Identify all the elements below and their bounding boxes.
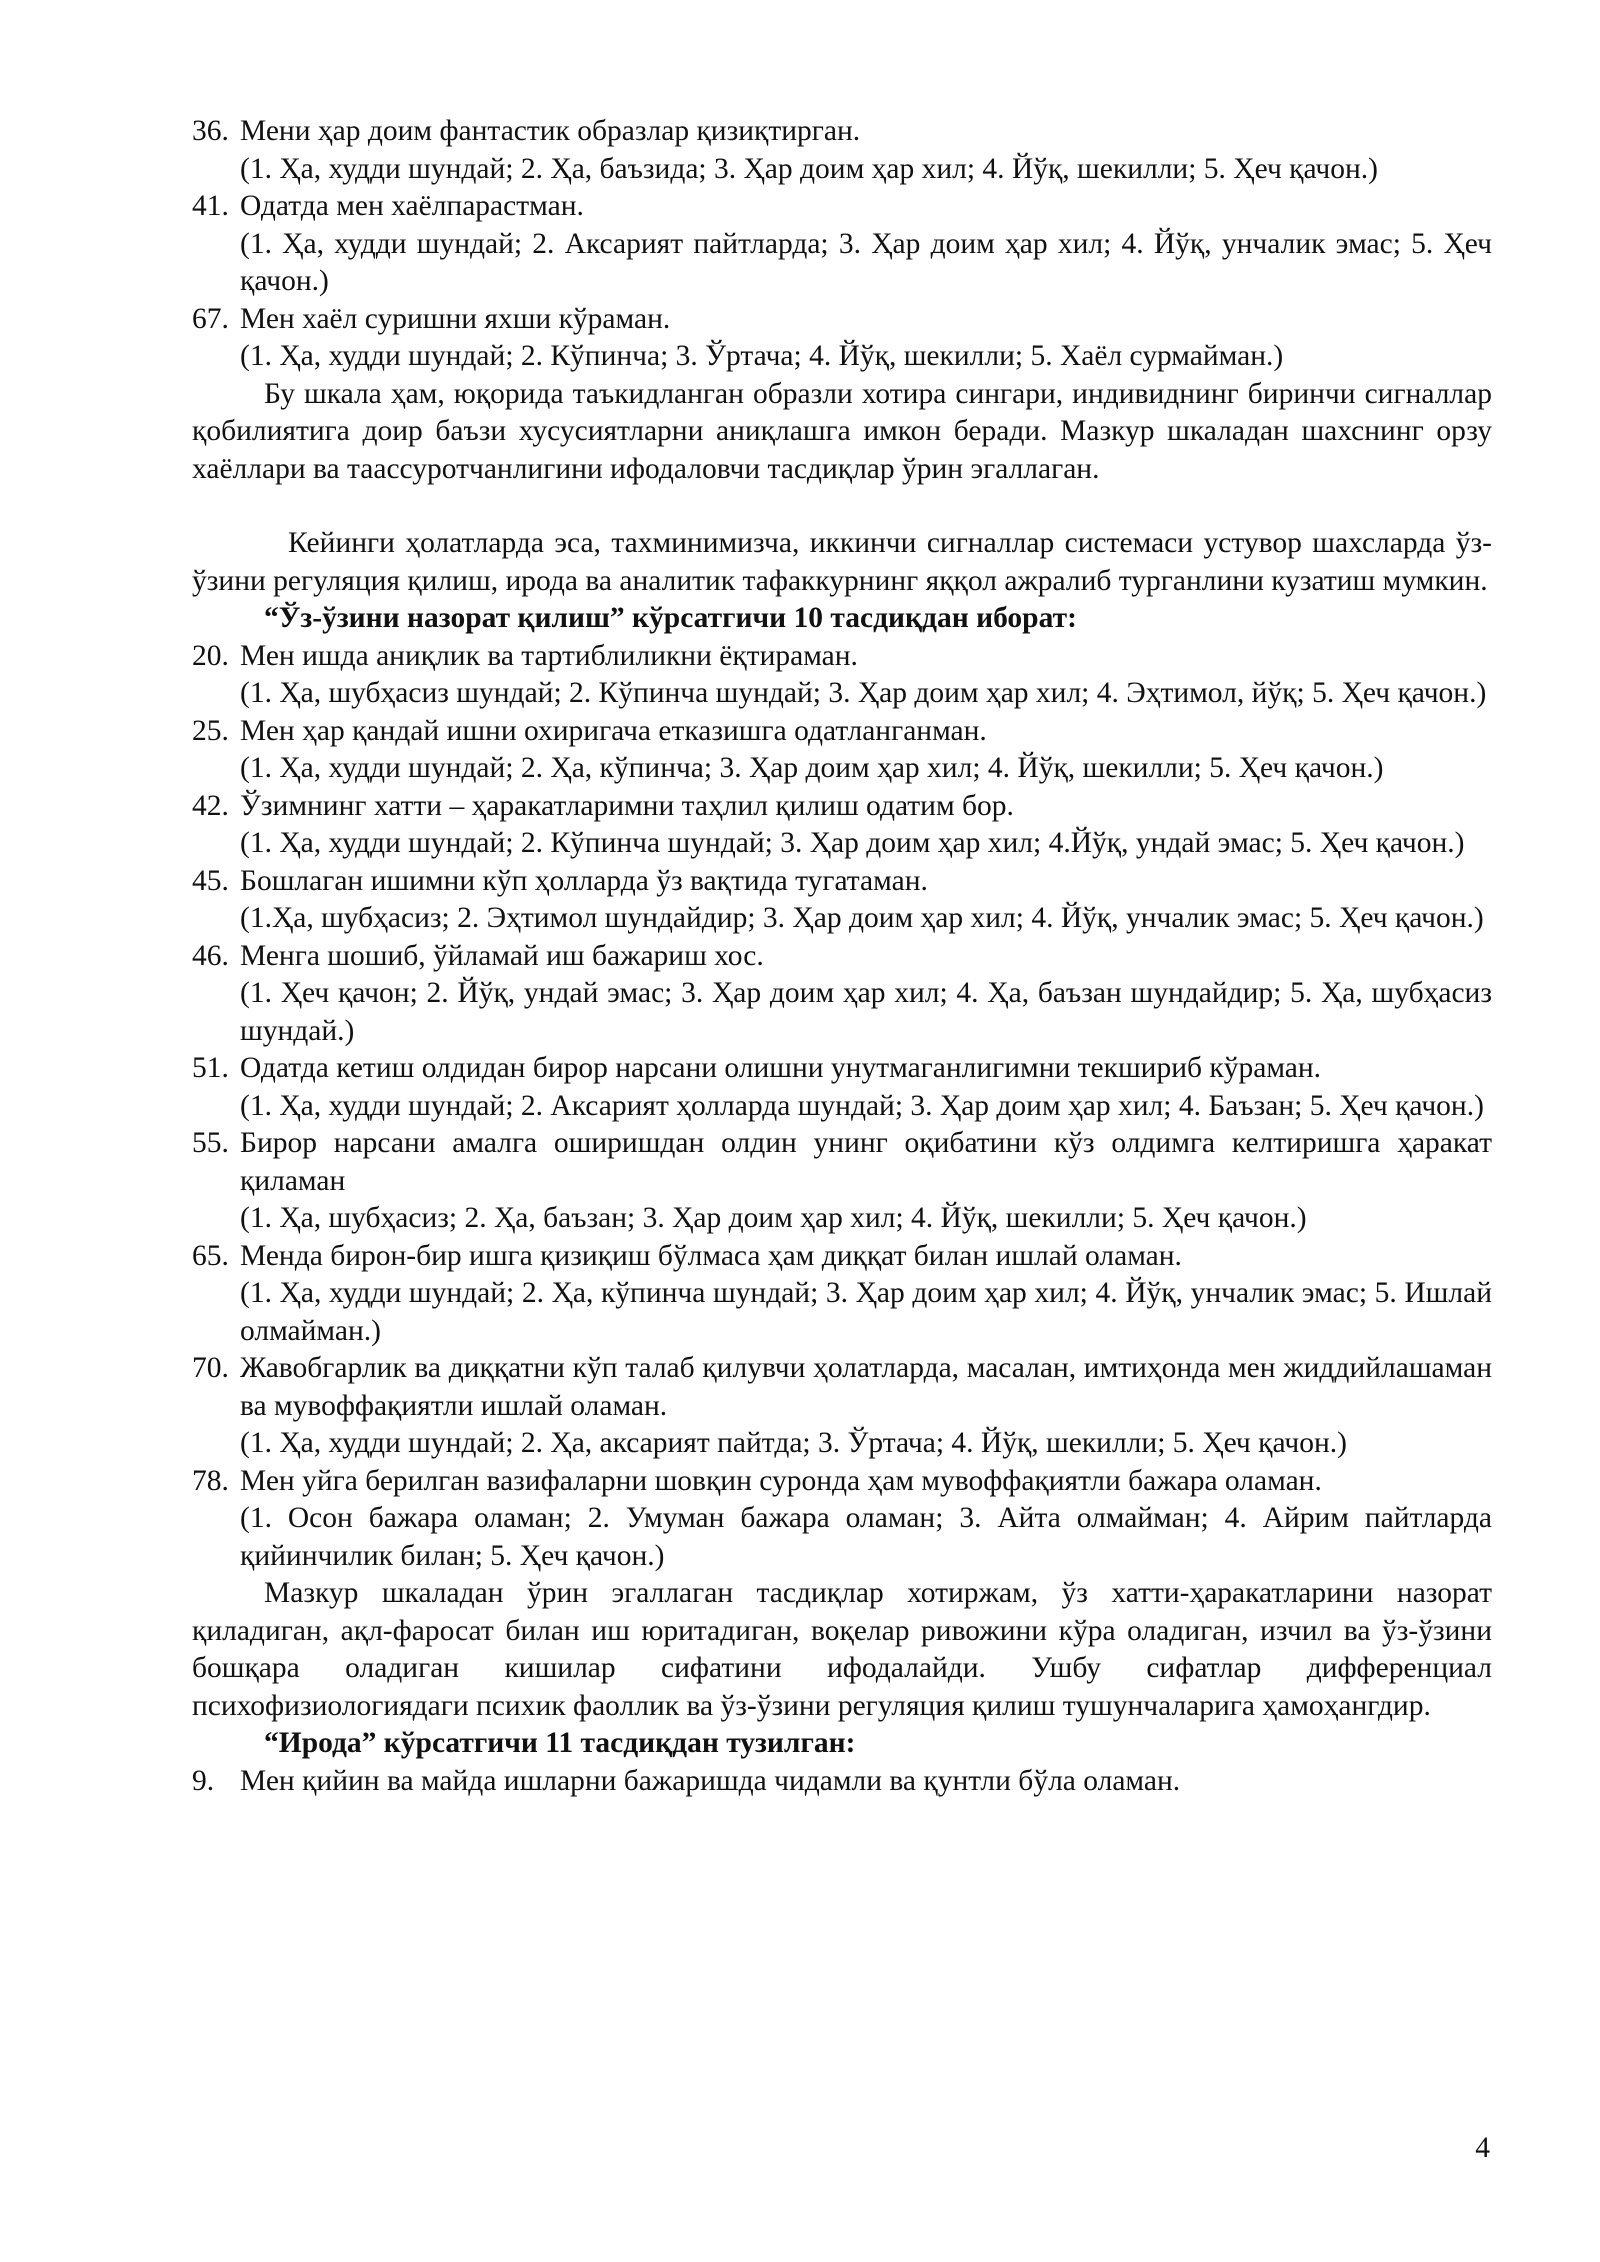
list-item	[192, 713, 1492, 751]
item-text: Мени ҳар доим фантастик образлар қизиқтирган.	[240, 115, 861, 147]
item-text: Мен уйга берилган вазифаларни шовқин суронда ҳам мувоффақиятли бажара оламан.	[240, 1464, 1322, 1497]
item-text: Менга шошиб, ўйламай иш бажариш хос.	[240, 939, 764, 972]
item-options: (1. Осон бажара оламан; 2. Умуман бажара оламан; 3. Айта олмайман; 4. Айрим пайтларда қийинчилик билан; 5. Ҳеч қачон.)	[240, 1502, 1492, 1572]
item-options: (1. Ҳа, худди шундай; 2. Ҳа, аксарият пайтда; 3. Ўртача; 4. Йўқ, шекилли; 5. Ҳеч қачон.)	[240, 1427, 1347, 1459]
list-item	[192, 788, 1492, 826]
section-heading: “Ўз-ўзини назорат қилиш” кўрсатгичи 10 тасдиқдан иборат:	[264, 602, 1077, 634]
item-number: 67.	[192, 302, 229, 335]
body-paragraph: Бу шкала ҳам, юқорида таъкидланган образли хотира сингари, индивиднинг биринчи сигналлар қобилиятига доир баъзи хусусиятларни аниқлашга имкон беради. Мазкур шкаладан шахснинг орзу хаёллари ва таассуротчанлигини ифодаловчи тасдиқлар ўрин эгаллаган.	[192, 377, 1492, 485]
list-item	[192, 638, 1492, 676]
item-text: Жавобгарлик ва диққатни кўп талаб қилувчи ҳолатларда, масалан, имтиҳонда мен жиддийлашаман ва мувоффақиятли ишлай оламан.	[240, 1352, 1492, 1422]
item-number: 25.	[192, 714, 229, 747]
item-number: 46.	[192, 939, 229, 972]
item-text: Ўзимнинг хатти – ҳаракатларимни таҳлил қилиш одатим бор.	[240, 789, 1014, 822]
item-text: Бошлаган ишимни кўп ҳолларда ўз вақтида тугатаман.	[240, 864, 928, 897]
body-paragraph: Кейинги ҳолатларда эса, тахминимизча, иккинчи сигналлар системаси устувор шахсларда ўз-ўзини регуляция қилиш, ирода ва аналитик тафаккурнинг яққол ажралиб турганлини кузатиш мумкин.	[192, 527, 1492, 597]
item-number: 65.	[192, 1239, 229, 1272]
item-text: Мен ҳар қандай ишни охиригача етказишга одатланганман.	[240, 714, 987, 747]
list-item	[192, 938, 1492, 976]
item-number: 42.	[192, 789, 229, 822]
list-item	[192, 1238, 1492, 1276]
item-options: (1. Ҳа, шубҳасиз; 2. Ҳа, баъзан; 3. Ҳар доим ҳар хил; 4. Йўқ, шекилли; 5. Ҳеч қачон.)	[240, 1202, 1307, 1234]
list-item	[192, 1350, 1492, 1425]
list-item	[192, 1463, 1492, 1501]
body-paragraph: Мазкур шкаладан ўрин эгаллаган тасдиқлар хотиржам, ўз хатти-ҳаракатларини назорат қиладиган, ақл-фаросат билан иш юритадиган, воқелар ривожини кўра оладиган, изчил ва ўз-ўзини бошқара оладиган кишилар сифатини ифодалайди. Ушбу сифатлар дифференциал психофизиологиядаги психик фаоллик ва ўз-ўзини регуляция қилиш тушунчаларига ҳамоҳангдир.	[192, 1577, 1492, 1722]
list-item	[192, 301, 1492, 339]
item-text: Мен қийин ва майда ишларни бажаришда чидамли ва қунтли бўла оламан.	[240, 1764, 1181, 1797]
item-text: Менда бирон-бир ишга қизиқиш бўлмаса ҳам диққат билан ишлай оламан.	[240, 1239, 1182, 1272]
list-item	[192, 113, 1492, 151]
item-options: (1.Ҳа, шубҳасиз; 2. Эҳтимол шундайдир; 3. Ҳар доим ҳар хил; 4. Йўқ, унчалик эмас; 5. Ҳеч қачон.)	[240, 902, 1484, 934]
list-item	[192, 1125, 1492, 1200]
item-number: 55.	[192, 1127, 229, 1159]
item-options: (1. Ҳа, худди шундай; 2. Кўпинча шундай; 3. Ҳар доим ҳар хил; 4.Йўқ, ундай эмас; 5. Ҳеч қачон.)	[240, 827, 1465, 859]
item-number: 51.	[192, 1052, 229, 1084]
item-options: (1. Ҳа, худди шундай; 2. Кўпинча; 3. Ўртача; 4. Йўқ, шекилли; 5. Хаёл сурмайман.)	[240, 340, 1284, 372]
item-options: (1. Ҳа, худди шундай; 2. Ҳа, кўпинча шундай; 3. Ҳар доим ҳар хил; 4. Йўқ, унчалик эмас; 5. Ишлай олмайман.)	[240, 1277, 1492, 1347]
page-number: 4	[1475, 2132, 1490, 2164]
item-number: 78.	[192, 1464, 229, 1497]
list-item	[192, 1763, 1492, 1801]
list-item	[192, 1050, 1492, 1088]
item-options: (1. Ҳа, худди шундай; 2. Ҳа, кўпинча; 3. Ҳар доим ҳар хил; 4. Йўқ, шекилли; 5. Ҳеч қачон.)	[240, 752, 1384, 784]
item-options: (1. Ҳа, худди шундай; 2. Аксарият ҳолларда шундай; 3. Ҳар доим ҳар хил; 4. Баъзан; 5. Ҳеч қачон.)	[240, 1089, 1484, 1122]
item-number: 70.	[192, 1352, 229, 1384]
item-options: (1. Ҳа, худди шундай; 2. Аксарият пайтларда; 3. Ҳар доим ҳар хил; 4. Йўқ, унчалик эмас; 5. Ҳеч қачон.)	[240, 227, 1492, 297]
paragraph-gap	[192, 488, 1492, 525]
item-number: 45.	[192, 864, 229, 897]
item-text: Мен хаёл суришни яхши кўраман.	[240, 302, 671, 335]
item-number: 36.	[192, 115, 229, 147]
list-item	[192, 188, 1492, 226]
item-text: Одатда мен хаёлпарастман.	[240, 190, 584, 222]
section-heading: “Ирода” кўрсатгичи 11 тасдиқдан тузилган:	[264, 1727, 856, 1759]
page-content	[192, 113, 1492, 1800]
item-number: 9.	[192, 1764, 215, 1797]
item-number: 20.	[192, 639, 229, 672]
item-options: (1. Ҳа, худди шундай; 2. Ҳа, баъзида; 3. Ҳар доим ҳар хил; 4. Йўқ, шекилли; 5. Ҳеч қачон.)	[240, 152, 1378, 185]
item-text: Одатда кетиш олдидан бирор нарсани олишни унутмаганлигимни текшириб кўраман.	[240, 1052, 1322, 1084]
item-text: Бирор нарсани амалга оширишдан олдин унинг оқибатини кўз олдимга келтиришга ҳаракат қиламан	[240, 1127, 1492, 1197]
item-options: (1. Ҳа, шубҳасиз шундай; 2. Кўпинча шундай; 3. Ҳар доим ҳар хил; 4. Эҳтимол, йўқ; 5. Ҳеч қачон.)	[240, 677, 1487, 709]
list-item	[192, 863, 1492, 901]
item-options: (1. Ҳеч қачон; 2. Йўқ, ундай эмас; 3. Ҳар доим ҳар хил; 4. Ҳа, баъзан шундайдир; 5. Ҳа, шубҳасиз шундай.)	[240, 977, 1492, 1047]
item-number: 41.	[192, 190, 229, 222]
item-text: Мен ишда аниқлик ва тартиблиликни ёқтираман.	[240, 639, 858, 672]
